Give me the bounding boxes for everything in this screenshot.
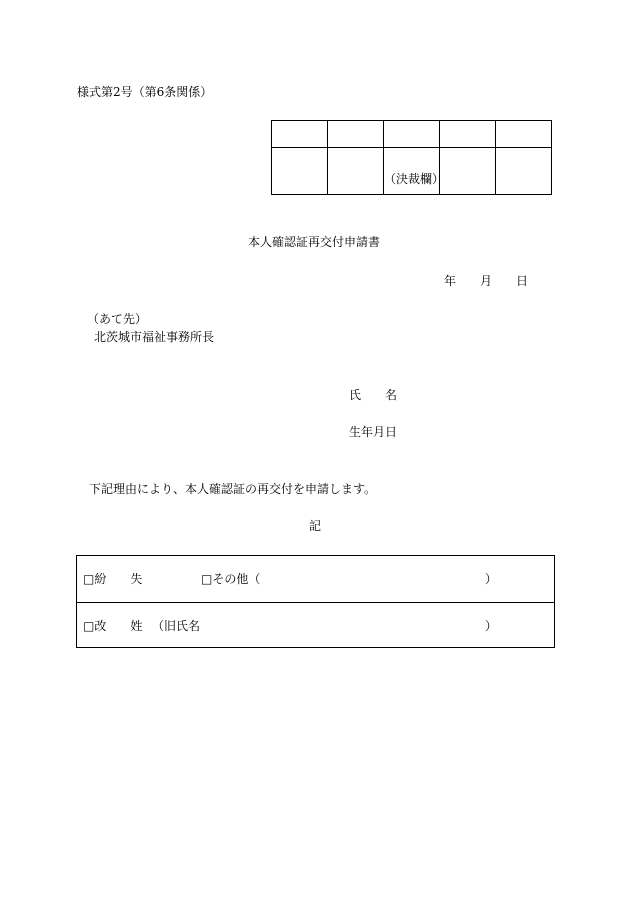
form-number: 様式第2号（第6条関係） (77, 85, 213, 99)
reason-lost-checkbox: □紛 失 (83, 572, 143, 586)
reason-row-divider (77, 602, 554, 603)
old-name-close-paren: ） (485, 619, 498, 633)
approval-seal-cell-4 (440, 148, 496, 195)
reason-other-checkbox: □その他（ (201, 572, 261, 586)
approval-header-cell-4 (440, 121, 496, 148)
approval-box-label: （決裁欄） (384, 172, 445, 186)
approval-header-cell-1 (272, 121, 328, 148)
date-day-label: 日 (516, 274, 529, 288)
approval-header-cell-2 (328, 121, 384, 148)
reason-other-close-paren: ） (485, 572, 498, 586)
reason-surname-change-checkbox: □改 姓 (83, 619, 143, 633)
old-name-label: （旧氏名 (152, 619, 201, 633)
applicant-name-label: 氏 名 (349, 388, 398, 402)
approval-seal-cell-1 (272, 148, 328, 195)
approval-header-cell-3 (384, 121, 440, 148)
addressee-prefix: （あて先） (87, 312, 148, 326)
reason-box (76, 555, 555, 648)
addressee-name: 北茨城市福祉事務所長 (94, 330, 215, 344)
date-year-label: 年 (444, 274, 457, 288)
approval-seal-cell-5 (496, 148, 552, 195)
approval-seal-cell-3 (384, 148, 445, 195)
approval-stamp-box (271, 120, 552, 195)
date-month-label: 月 (480, 274, 493, 288)
approval-header-cell-5 (496, 121, 552, 148)
document-title: 本人確認証再交付申請書 (248, 235, 381, 249)
approval-seal-cell-2 (328, 148, 384, 195)
application-statement: 下記理由により、本人確認証の再交付を申請します。 (89, 482, 377, 496)
applicant-birthdate-label: 生年月日 (349, 425, 398, 439)
heading-ki: 記 (309, 519, 322, 533)
